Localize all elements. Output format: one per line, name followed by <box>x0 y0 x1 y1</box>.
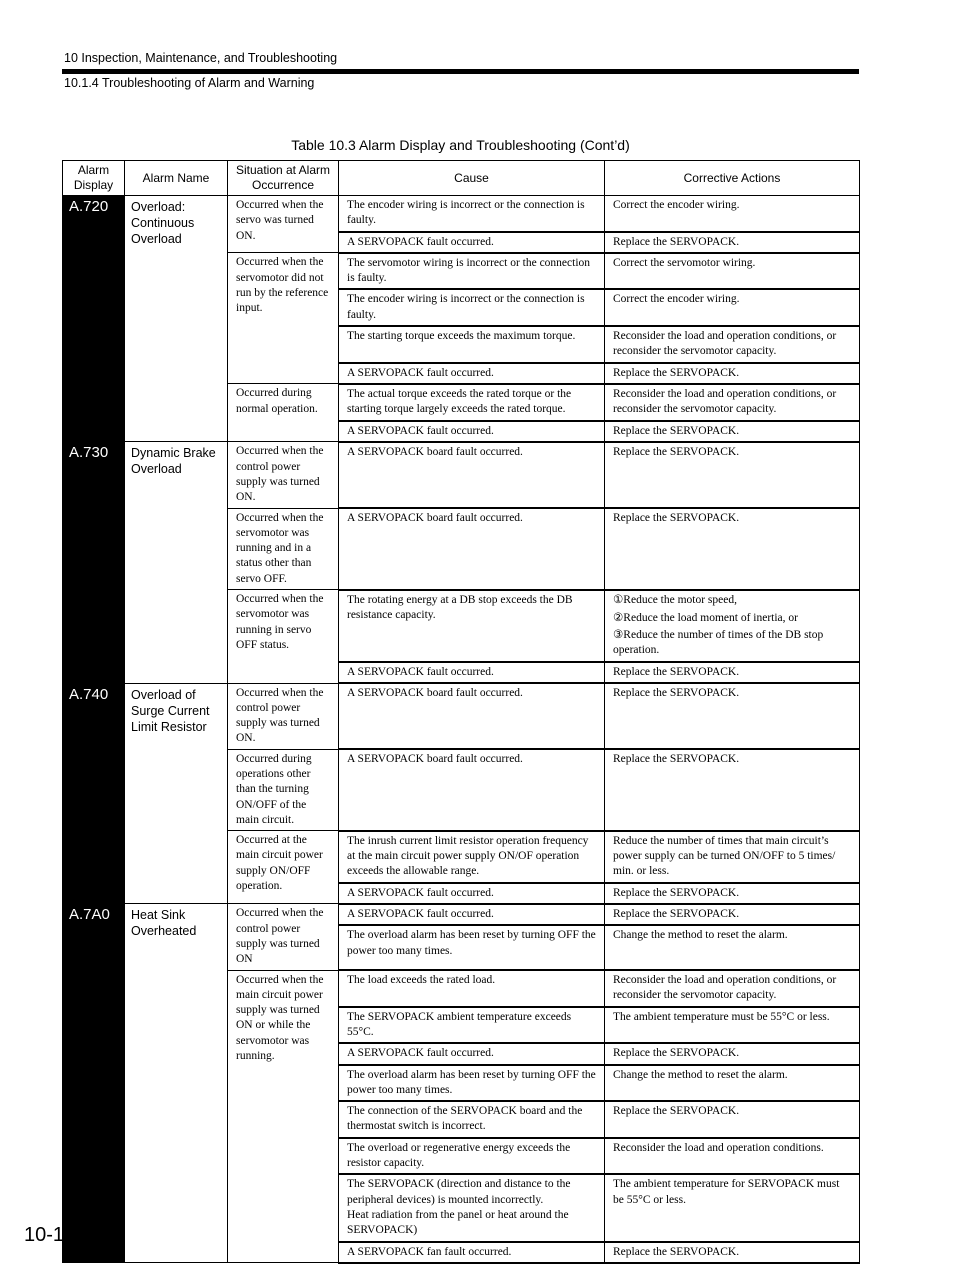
alarm-code: A.7A0 <box>63 904 125 1263</box>
cause-cell: The SERVOPACK ambient temperature exceeds 55°C. <box>339 1007 605 1044</box>
action-line: ②Reduce the load moment of inertia, or <box>613 611 798 624</box>
alarm-name: Overload: Continuous Overload <box>125 196 228 442</box>
cause-cell: The inrush current limit resistor operation frequency at the main circuit power supply ON/OF operation exceeds the allowable range. <box>339 831 605 883</box>
col-alarm-display: Alarm Display <box>63 161 125 196</box>
alarm-table-container <box>62 160 859 1264</box>
cause-cell: The starting torque exceeds the maximum torque. <box>339 326 605 363</box>
alarm-name: Dynamic Brake Overload <box>125 442 228 683</box>
situation-cell: Occurred during normal operation. <box>228 384 339 442</box>
action-cell: Reconsider the load and operation conditions, or reconsider the servomotor capacity. <box>605 970 860 1007</box>
cause-cell: The overload or regenerative energy exceeds the resistor capacity. <box>339 1138 605 1175</box>
action-cell: Replace the SERVOPACK. <box>605 1242 860 1263</box>
action-cell <box>605 590 860 662</box>
cause-cell: The encoder wiring is incorrect or the connection is faulty. <box>339 196 605 232</box>
situation-cell: Occurred when the servo was turned ON. <box>228 196 339 253</box>
alarm-code: A.730 <box>63 442 125 683</box>
alarm-name: Heat Sink Overheated <box>125 904 228 1263</box>
alarm-name: Overload of Surge Current Limit Resistor <box>125 683 228 904</box>
action-cell: Change the method to reset the alarm. <box>605 925 860 970</box>
situation-cell: Occurred when the control power supply was turned ON <box>228 904 339 970</box>
alarm-code: A.720 <box>63 196 125 442</box>
col-alarm-name: Alarm Name <box>125 161 228 196</box>
table-row <box>63 683 860 749</box>
situation-cell: Occurred when the control power supply was turned ON. <box>228 683 339 749</box>
situation-cell: Occurred when the servomotor was running in servo OFF status. <box>228 590 339 683</box>
situation-cell: Occurred when the servomotor was running and in a status other than servo OFF. <box>228 508 339 589</box>
header-rule <box>62 69 859 74</box>
col-corrective-actions: Corrective Actions <box>605 161 860 196</box>
cause-line: Heat radiation from the panel or heat around the SERVOPACK) <box>347 1208 569 1237</box>
section-header: 10.1.4 Troubleshooting of Alarm and Warning <box>64 76 315 90</box>
table-row <box>63 904 860 926</box>
cause-cell: A SERVOPACK board fault occurred. <box>339 442 605 508</box>
cause-cell: The overload alarm has been reset by turning OFF the power too many times. <box>339 925 605 970</box>
situation-cell: Occurred when the control power supply was turned ON. <box>228 442 339 508</box>
cause-cell: A SERVOPACK board fault occurred. <box>339 749 605 830</box>
action-line: ③Reduce the number of times of the DB stop operation. <box>613 629 824 657</box>
action-cell: Reconsider the load and operation conditions, or reconsider the servomotor capacity. <box>605 384 860 421</box>
action-cell: Replace the SERVOPACK. <box>605 904 860 926</box>
action-cell: Correct the servomotor wiring. <box>605 253 860 290</box>
action-cell: Reconsider the load and operation conditions, or reconsider the servomotor capacity. <box>605 326 860 363</box>
cause-cell: A SERVOPACK fault occurred. <box>339 662 605 683</box>
action-cell: Replace the SERVOPACK. <box>605 232 860 253</box>
chapter-header: 10 Inspection, Maintenance, and Troubleshooting <box>64 51 338 65</box>
cause-cell: The load exceeds the rated load. <box>339 970 605 1007</box>
alarm-code: A.740 <box>63 683 125 904</box>
action-cell: Replace the SERVOPACK. <box>605 883 860 904</box>
cause-cell: A SERVOPACK board fault occurred. <box>339 683 605 749</box>
action-cell: Replace the SERVOPACK. <box>605 421 860 442</box>
table-caption: Table 10.3 Alarm Display and Troubleshooting (Cont’d) <box>291 137 630 153</box>
action-line: ①Reduce the motor speed, <box>613 593 737 606</box>
action-cell: Replace the SERVOPACK. <box>605 662 860 683</box>
situation-cell: Occurred at the main circuit power supply ON/OFF operation. <box>228 831 339 904</box>
action-cell: Replace the SERVOPACK. <box>605 1043 860 1064</box>
action-cell: The ambient temperature must be 55°C or less. <box>605 1007 860 1044</box>
action-cell: The ambient temperature for SERVOPACK must be 55°C or less. <box>605 1174 860 1241</box>
col-cause: Cause <box>339 161 605 196</box>
action-cell: Replace the SERVOPACK. <box>605 749 860 830</box>
alarm-table <box>62 160 860 1264</box>
action-cell: Correct the encoder wiring. <box>605 289 860 326</box>
cause-cell: The actual torque exceeds the rated torque or the starting torque largely exceeds the rated torque. <box>339 384 605 421</box>
cause-cell: The connection of the SERVOPACK board and the thermostat switch is incorrect. <box>339 1101 605 1138</box>
cause-cell <box>339 1174 605 1241</box>
cause-cell: The servomotor wiring is incorrect or the connection is faulty. <box>339 253 605 290</box>
cause-cell: A SERVOPACK fault occurred. <box>339 883 605 904</box>
cause-cell: A SERVOPACK fault occurred. <box>339 1043 605 1064</box>
table-row <box>63 196 860 232</box>
action-cell: Replace the SERVOPACK. <box>605 508 860 589</box>
cause-cell: A SERVOPACK fan fault occurred. <box>339 1242 605 1263</box>
cause-cell: The encoder wiring is incorrect or the connection is faulty. <box>339 289 605 326</box>
table-header-row <box>63 161 860 196</box>
action-cell: Reduce the number of times that main circuit’s power supply can be turned ON/OFF to 5 times/ min. or less. <box>605 831 860 883</box>
cause-cell: A SERVOPACK board fault occurred. <box>339 508 605 589</box>
situation-cell: Occurred when the main circuit power supply was turned ON or while the servomotor was running. <box>228 970 339 1263</box>
cause-cell: A SERVOPACK fault occurred. <box>339 904 605 926</box>
situation-cell: Occurred during operations other than the turning ON/OFF of the main circuit. <box>228 749 339 830</box>
cause-cell: The rotating energy at a DB stop exceeds the DB resistance capacity. <box>339 590 605 662</box>
action-cell: Replace the SERVOPACK. <box>605 363 860 384</box>
action-cell: Reconsider the load and operation conditions. <box>605 1138 860 1175</box>
page-number: 10-12 <box>24 1224 76 1246</box>
action-cell: Correct the encoder wiring. <box>605 196 860 232</box>
action-cell: Replace the SERVOPACK. <box>605 683 860 749</box>
cause-cell: A SERVOPACK fault occurred. <box>339 421 605 442</box>
action-cell: Change the method to reset the alarm. <box>605 1065 860 1102</box>
table-row <box>63 442 860 508</box>
cause-line: The SERVOPACK (direction and distance to the peripheral devices) is mounted incorrectly. <box>347 1178 571 1206</box>
col-situation: Situation at Alarm Occurrence <box>228 161 339 196</box>
action-cell: Replace the SERVOPACK. <box>605 442 860 508</box>
cause-cell: A SERVOPACK fault occurred. <box>339 363 605 384</box>
cause-cell: A SERVOPACK fault occurred. <box>339 232 605 253</box>
cause-cell: The overload alarm has been reset by turning OFF the power too many times. <box>339 1065 605 1102</box>
situation-cell: Occurred when the servomotor did not run by the reference input. <box>228 253 339 384</box>
action-cell: Replace the SERVOPACK. <box>605 1101 860 1138</box>
